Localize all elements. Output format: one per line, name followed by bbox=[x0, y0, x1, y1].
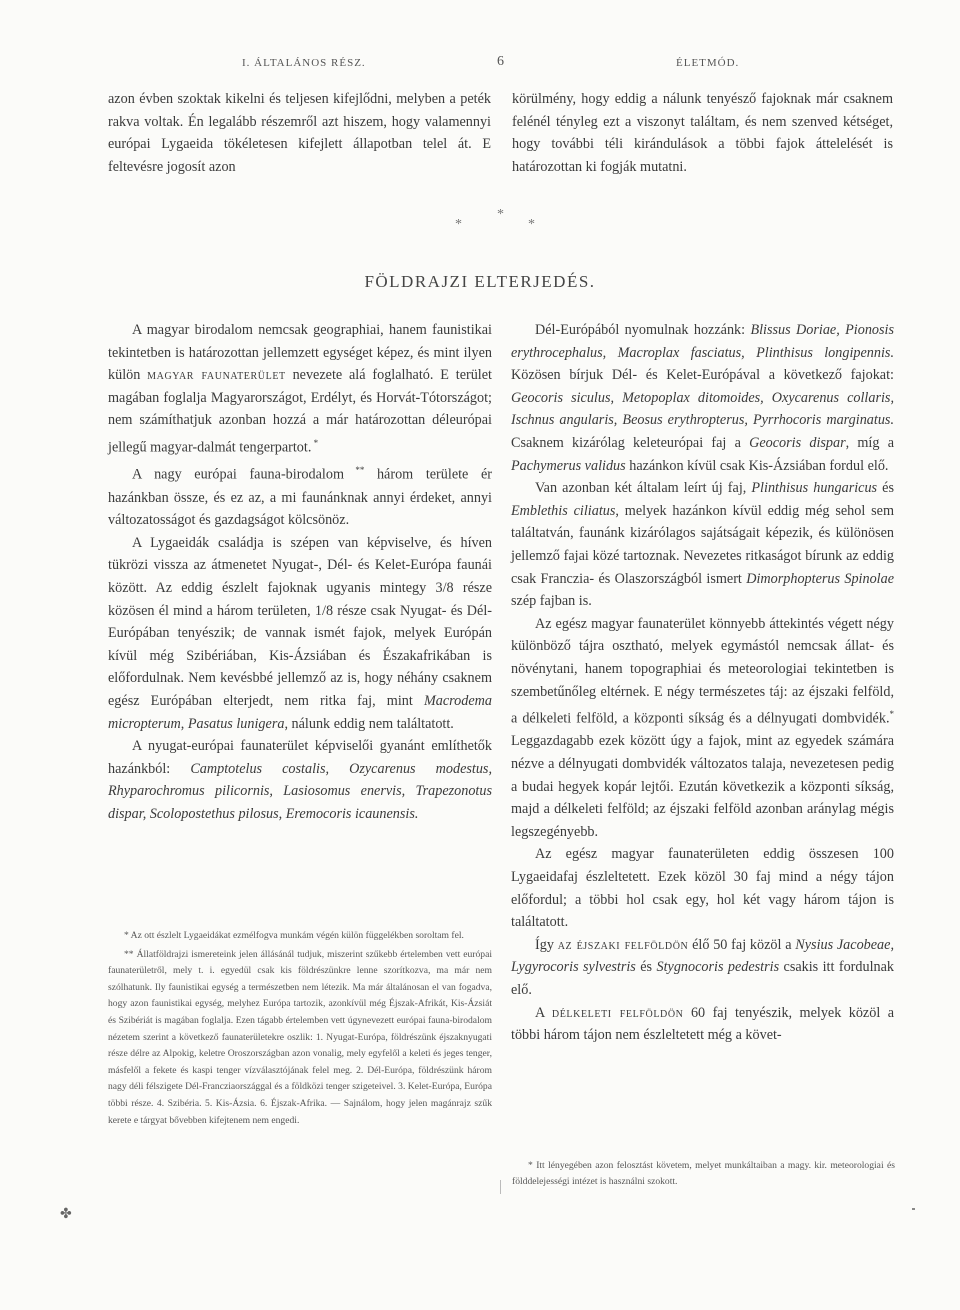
paragraph: Dél-Európából nyomulnak hozzánk: Blissus Doriae, Pionosis erythrocephalus, Macroplax fasciatus, Plinthisus longipennis. Közösen bírjuk Dél- és Kelet-Európával a következő fajokat: Geocoris siculus, Metopoplax ditomoides, Oxycarenus collaris, Ischnus angularis, Beosus erythropterus, Pyrrhocoris marginatus. Csaknem kizárólag keleteurópai faj a Geocoris dispar, míg a Pachymerus validus hazánkon kívül csak Kis-Ázsiában fordul elő. bbox=[511, 322, 894, 474]
paragraph: Az egész magyar faunaterületen eddig összesen 100 Lygaeidafaj észleltetett. Ezek közöl 30 faj mind a négy tájon előfordul; a többi hol csak egy, hol két vagy három tájon is találtatott. bbox=[511, 846, 894, 931]
paragraph: körülmény, hogy eddig a nálunk tenyésző fajoknak már csaknem felénél tényleg ezt a viszonyt találtam, és nem szenved kétséget, hogy további téli kirándulások a többi fajok áttelelését is határozottan ki fogják mutatni. bbox=[512, 91, 893, 175]
page-number: 6 bbox=[497, 54, 505, 69]
fraction: 1/8 bbox=[314, 602, 334, 619]
paragraph: Az egész magyar faunaterület könnyebb áttekintés végett négy különböző tájra osztható, melyek egymástól nemcsak állat- és növénytani, hanem topographiai és meteorologiai tekintetben is szembetűnőleg eltérnek. E négy természetes táj: az éjszaki felföld, a délkeleti felföld, a központi síkság és a délnyugati dombvidék.* Leggazdagabb ezek között úgy a fajok, mint az egyedek számára nézve a délnyugati dombvidék változatos talaja, nevezetesen pedig a budai hegyek kopár lejtői. Ezután következik a központi síkság, majd a délkeleti felföld; az éjszaki felföld azonban aránylag mégis legszegényebb. bbox=[511, 615, 894, 840]
paragraph: A magyar birodalom nemcsak geographiai, hanem faunistikai tekintetben is határozottan jellemzett egységet képez, és mint ilyen külön magyar faunaterület nevezete alá foglalható. E terület magában foglalja Magyarországot, Erdélyt, és Horvát-Tótországot; nem számíthatjuk azonban hozzá a már határozottan déleurópai jellegű magyar-dalmát tengerpartot. * bbox=[108, 322, 492, 456]
star: * bbox=[455, 217, 462, 232]
footnotes-right bbox=[512, 1158, 895, 1189]
margin-tick bbox=[912, 1208, 915, 1210]
paragraph: A nagy európai fauna-birodalom ** három területe ér hazánkban össze, és ez az, a mi faunánknak annyi érdeket, annyi változatosságot és gazdagságot kölcsönöz. bbox=[108, 465, 492, 529]
fraction: 3/8 bbox=[435, 580, 454, 596]
star: * bbox=[528, 217, 535, 232]
footnote: ** Állatföldrajzi ismereteink jelen állásánál tudjuk, miszerint szűkebb értelemben vett európai faunaterületről, mely t. i. egyedül csak kis földrészünkre lenne szorítkozva, ma már nem szólhatunk. Ily faunistikai egység a természetben nem létezik. Ma már általánosan el van fogadva, hogy azon faunistikai egység, melyhez Európa tartozik, azonkívül még Éjszak-Afrikát, Kis-Ázsiát és Szibériát is magában foglalja. Ezen tágabb értelemben vett úgynevezett európai fauna-birodalom nézetem szerint a következő faunaterületekre oszlik: 1. Nyugat-Európa, földrészünk éjszaknyugati része délre az Alpokig, keletre Oroszországban azon vonalig, mely egyfelől a keleti és jeges tenger, másfelől a fekete és kaspi tenger vízválasztójának felel meg. 2. Dél-Európa, földrészünk három nagy déli félszigete Dél-Francziaországgal és a földközi tenger szigeteivel. 3. Kelet-Európa, Európa többi része. 4. Szibéria. 5. Kis-Ázsia. 6. Éjszak-Afrika. — Sajnálom, hogy jelen magánrajz szűk kerete e tárgyat bővebben kifejtenem nem engedi. bbox=[108, 948, 492, 1126]
footnote: * Az ott észlelt Lygaeidákat ezmélfogva munkám végén külön függelékben soroltam fel. bbox=[124, 930, 464, 941]
footnote: * Itt lényegében azon felosztást követem, melyet munkáltaiban a magy. kir. meteorologiai és földdelejességi intézet is használni szokott. bbox=[512, 1160, 895, 1187]
paragraph: A Lygaeidák családja is szépen van képviselve, és híven tükrözi vissza az átmenetet Nyugat-, Dél- és Kelet-Európa faunái között. Az eddig észlelt fajoknak ugyanis mintegy 3/8 része közösen él mind a három területen, 1/8 része csak Nyugat- és Dél-Európában tenyészik; de vannak ismét fajok, melyek Európán kívül még Szibériában, Kis-Ázsiában és Északafrikában is előfordulnak. Nem kevésbbé jellemző az is, hogy néhány csaknem egész Európában elterjedt, nem ritka faj, mint Macrodema micropterum, Pasatus lunigera, nálunk eddig nem találtatott. bbox=[108, 534, 493, 732]
star: * bbox=[497, 207, 504, 222]
paragraph: azon évben szoktak kikelni és teljesen kifejlődni, melyben a peték rakva voltak. Én legalább részemről azt hiszem, hogy valamennyi európai Lygaeida tökéletesen kifejlett állapotban telel át. E feltevésre jogosít azon bbox=[108, 91, 491, 175]
paragraph: Van azonban két általam leírt új faj, Plinthisus hungaricus és Emblethis ciliatus, melyek hazánkon kívül eddig még sehol sem találtatván, faunánk kizárólagos sajátságait képezik, és különösen jellemző fajai közé tartoznak. Nevezetes ritkaságot bírunk az eddig csak Franczia- és Olaszországból ismert Dimorphopterus Spinolae szép fajban is. bbox=[511, 480, 895, 610]
section-separator-stars bbox=[455, 207, 555, 237]
paragraph: Így az éjszaki felföldön élő 50 faj közöl a Nysius Jacobeae, Lygyrocoris sylvestris és Stygnocoris pedestris csakis itt fordulnak elő. bbox=[511, 936, 895, 998]
top-right-column bbox=[512, 88, 893, 178]
paragraph: A nyugat-európai faunaterület képviselői gyanánt említhetők hazánkból: Camptotelus costalis, Ozycarenus modestus, Rhyparochromus pilicornis, Lasiosomus enervis, Trapezonotus dispar, Scolopostethus pilosus, Eremocoris icaunensis. bbox=[108, 738, 492, 822]
top-left-column bbox=[108, 88, 491, 178]
running-header bbox=[0, 54, 960, 77]
footnote-mark: * bbox=[311, 437, 319, 448]
paragraph: A délkeleti felföldön 60 faj tenyészik, melyek közöl a többi három tájon nem észleltetett még a követ- bbox=[511, 1004, 894, 1044]
footnote-mark: * bbox=[889, 709, 894, 720]
main-left-column bbox=[108, 319, 492, 826]
footnotes-left bbox=[108, 928, 492, 1131]
divider bbox=[500, 1180, 501, 1194]
header-right: ÉLETMÓD. bbox=[676, 57, 740, 69]
main-right-column bbox=[511, 319, 894, 1047]
section-title: FÖLDRAJZI ELTERJEDÉS. bbox=[364, 272, 596, 291]
printer-ornament-icon: ✤ bbox=[60, 1207, 72, 1222]
footnote-mark: ** bbox=[344, 465, 365, 476]
header-left: I. ÁLTALÁNOS RÉSZ. bbox=[242, 57, 366, 69]
